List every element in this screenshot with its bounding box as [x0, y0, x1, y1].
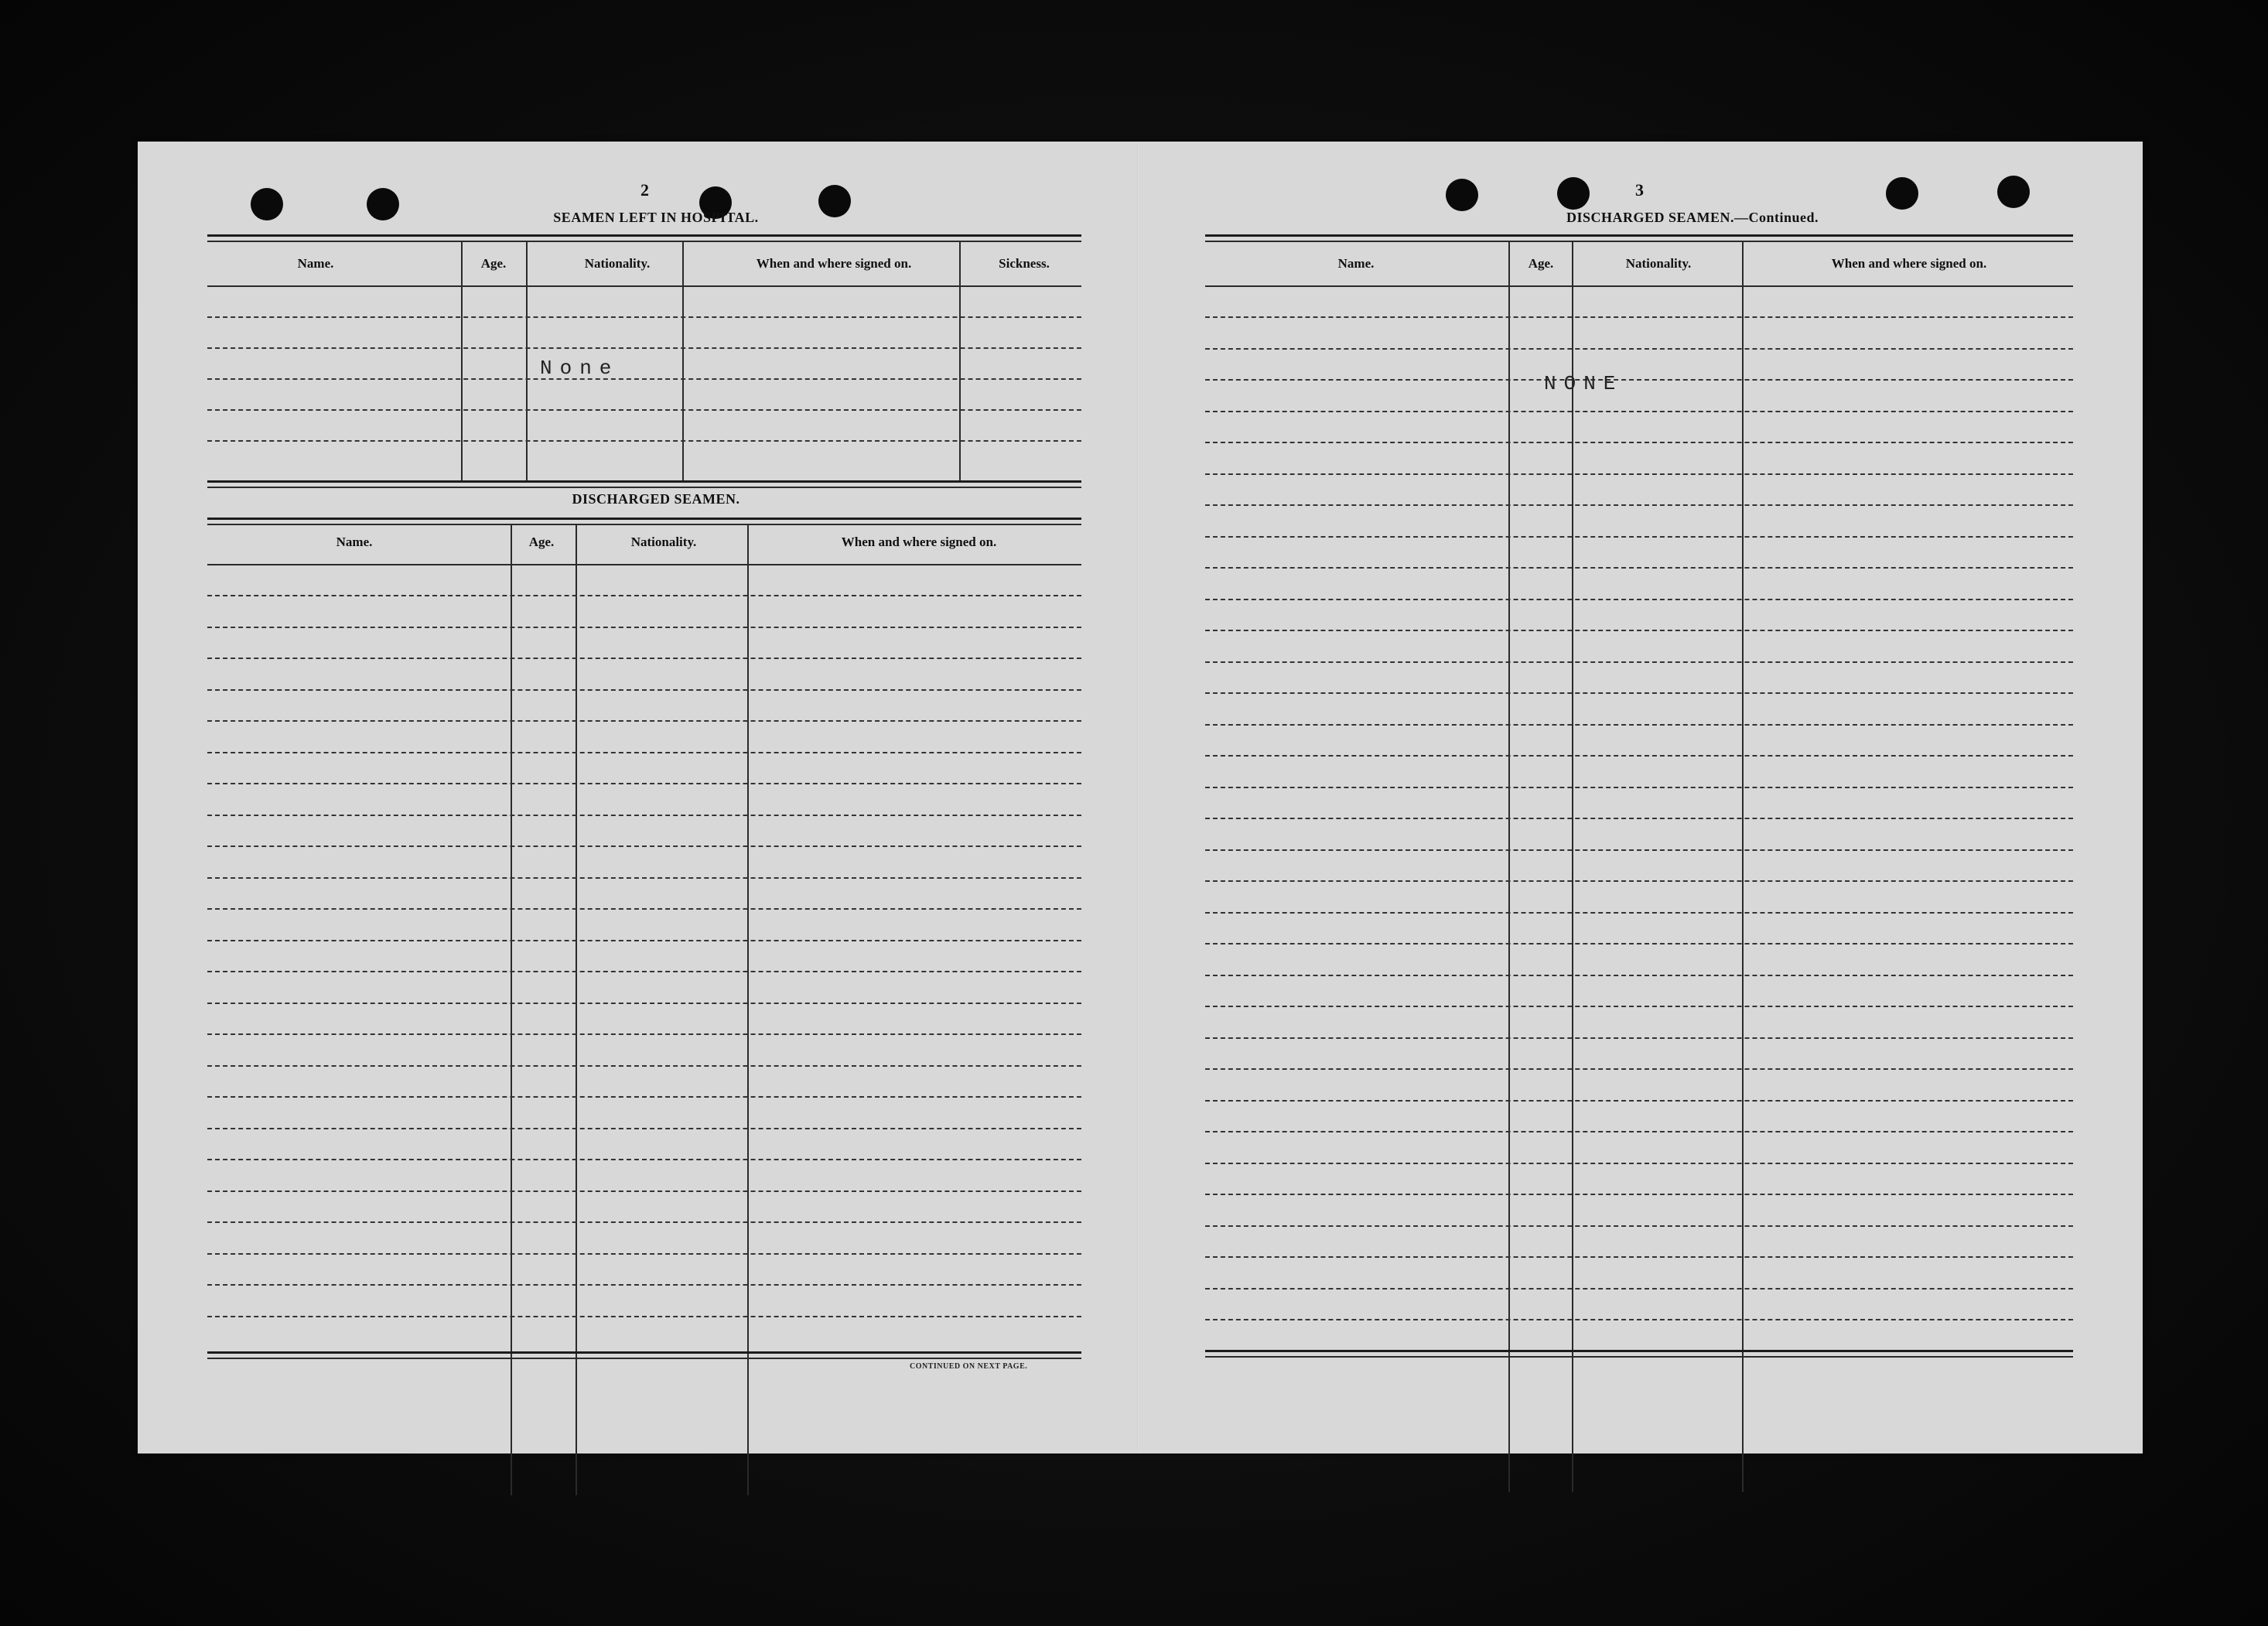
- ruled-line: [1205, 1163, 2073, 1164]
- rule: [207, 518, 1081, 520]
- punch-hole: [818, 185, 851, 217]
- rule: [207, 524, 1081, 525]
- continued-note: CONTINUED ON NEXT PAGE.: [910, 1362, 1028, 1371]
- column-divider: [959, 242, 961, 482]
- ruled-line: [1205, 1100, 2073, 1102]
- ruled-line: [1205, 943, 2073, 945]
- rule: [207, 487, 1081, 488]
- column-divider: [461, 242, 463, 482]
- column-divider: [526, 242, 528, 482]
- ruled-line: [1205, 630, 2073, 631]
- column-header-age: Age.: [1528, 256, 1554, 271]
- ruled-line: [207, 409, 1081, 411]
- rule: [207, 1358, 1081, 1359]
- ruled-line: [1205, 1288, 2073, 1290]
- column-header-nationality: Nationality.: [630, 535, 697, 549]
- ruled-line: [207, 1003, 1081, 1004]
- ruled-line: [207, 658, 1081, 659]
- ruled-line: [1205, 661, 2073, 663]
- ruled-line: [1205, 1006, 2073, 1007]
- column-divider: [747, 525, 749, 1495]
- punch-hole: [1997, 176, 2030, 208]
- rule: [207, 241, 1081, 242]
- ruled-line: [1205, 1194, 2073, 1195]
- column-divider: [1742, 242, 1744, 1492]
- ruled-line: [1205, 1131, 2073, 1132]
- column-header-nationality: Nationality.: [1625, 256, 1692, 271]
- ruled-line: [207, 627, 1081, 628]
- ruled-line: [207, 1128, 1081, 1129]
- ruled-line: [207, 783, 1081, 784]
- ruled-line: [207, 1284, 1081, 1286]
- ruled-line: [1205, 1225, 2073, 1227]
- rule: [1205, 241, 2073, 242]
- punch-hole: [1446, 179, 1478, 211]
- column-header-sickness: Sickness.: [999, 256, 1050, 271]
- center-fold: [1137, 142, 1139, 1453]
- ruled-line: [207, 316, 1081, 318]
- rule: [207, 234, 1081, 237]
- ruled-line: [1205, 975, 2073, 976]
- rule: [207, 480, 1081, 483]
- ruled-line: [207, 815, 1081, 816]
- ruled-line: [1205, 1256, 2073, 1258]
- ruled-line: [1205, 692, 2073, 694]
- ruled-line: [207, 752, 1081, 753]
- ruled-line: [207, 595, 1081, 596]
- rule: [1205, 1356, 2073, 1358]
- ruled-line: [1205, 755, 2073, 757]
- rule: [1205, 234, 2073, 237]
- ruled-line: [207, 1033, 1081, 1035]
- manifest-sheet: [138, 142, 2143, 1453]
- column-header-name: Name.: [1337, 256, 1375, 271]
- rule: [207, 1351, 1081, 1354]
- ruled-line: [207, 1159, 1081, 1160]
- punch-hole: [251, 188, 283, 220]
- column-header-name: Name.: [297, 256, 334, 271]
- punch-hole: [1557, 177, 1590, 210]
- ruled-line: [1205, 567, 2073, 569]
- ruled-line: [207, 1221, 1081, 1223]
- ruled-line: [1205, 912, 2073, 914]
- page-number-left: 2: [640, 180, 649, 200]
- page-number-right: 3: [1635, 180, 1644, 200]
- ruled-line: [207, 971, 1081, 972]
- ruled-line: [1205, 316, 2073, 318]
- column-header-signed-on: When and where signed on.: [756, 256, 912, 271]
- column-divider: [1572, 242, 1573, 1492]
- ruled-line: [1205, 818, 2073, 819]
- column-divider: [511, 525, 512, 1495]
- ruled-line: [207, 378, 1081, 380]
- right-entry-none: NONE: [1544, 372, 1624, 395]
- hospital-entry-none: None: [540, 357, 620, 380]
- column-header-signed-on: When and where signed on.: [841, 535, 997, 549]
- ruled-line: [207, 877, 1081, 879]
- punch-hole: [367, 188, 399, 220]
- ruled-line: [1205, 849, 2073, 851]
- rule: [1205, 285, 2073, 287]
- rule: [207, 564, 1081, 565]
- right-section-title: DISCHARGED SEAMEN.—Continued.: [1566, 210, 1819, 225]
- ruled-line: [207, 845, 1081, 847]
- ruled-line: [207, 720, 1081, 722]
- column-header-age: Age.: [480, 256, 507, 271]
- column-divider: [682, 242, 684, 482]
- ruled-line: [207, 689, 1081, 691]
- ruled-line: [1205, 379, 2073, 381]
- column-divider: [576, 525, 577, 1495]
- ruled-line: [1205, 1037, 2073, 1039]
- ruled-line: [207, 908, 1081, 910]
- column-header-nationality: Nationality.: [584, 256, 651, 271]
- column-divider: [1508, 242, 1510, 1492]
- ruled-line: [1205, 880, 2073, 882]
- ruled-line: [207, 1096, 1081, 1098]
- ruled-line: [1205, 348, 2073, 350]
- discharged-section-title: DISCHARGED SEAMEN.: [572, 491, 740, 507]
- ruled-line: [207, 440, 1081, 442]
- rule: [1205, 1350, 2073, 1352]
- ruled-line: [1205, 504, 2073, 506]
- ruled-line: [1205, 787, 2073, 788]
- ruled-line: [1205, 536, 2073, 538]
- ruled-line: [1205, 442, 2073, 443]
- column-header-age: Age.: [528, 535, 555, 549]
- ruled-line: [1205, 599, 2073, 600]
- ruled-line: [207, 940, 1081, 941]
- ruled-line: [207, 1190, 1081, 1192]
- ruled-line: [1205, 411, 2073, 412]
- column-header-name: Name.: [336, 535, 373, 549]
- ruled-line: [207, 1253, 1081, 1255]
- rule: [207, 285, 1081, 287]
- ruled-line: [207, 347, 1081, 349]
- hospital-section-title: SEAMEN LEFT IN HOSPITAL.: [553, 210, 759, 225]
- ruled-line: [1205, 473, 2073, 475]
- column-header-signed-on: When and where signed on.: [1831, 256, 1987, 271]
- ruled-line: [1205, 1068, 2073, 1070]
- ruled-line: [1205, 724, 2073, 726]
- ruled-line: [1205, 1319, 2073, 1320]
- ruled-line: [207, 1065, 1081, 1067]
- ruled-line: [207, 1316, 1081, 1317]
- punch-hole: [1886, 177, 1918, 210]
